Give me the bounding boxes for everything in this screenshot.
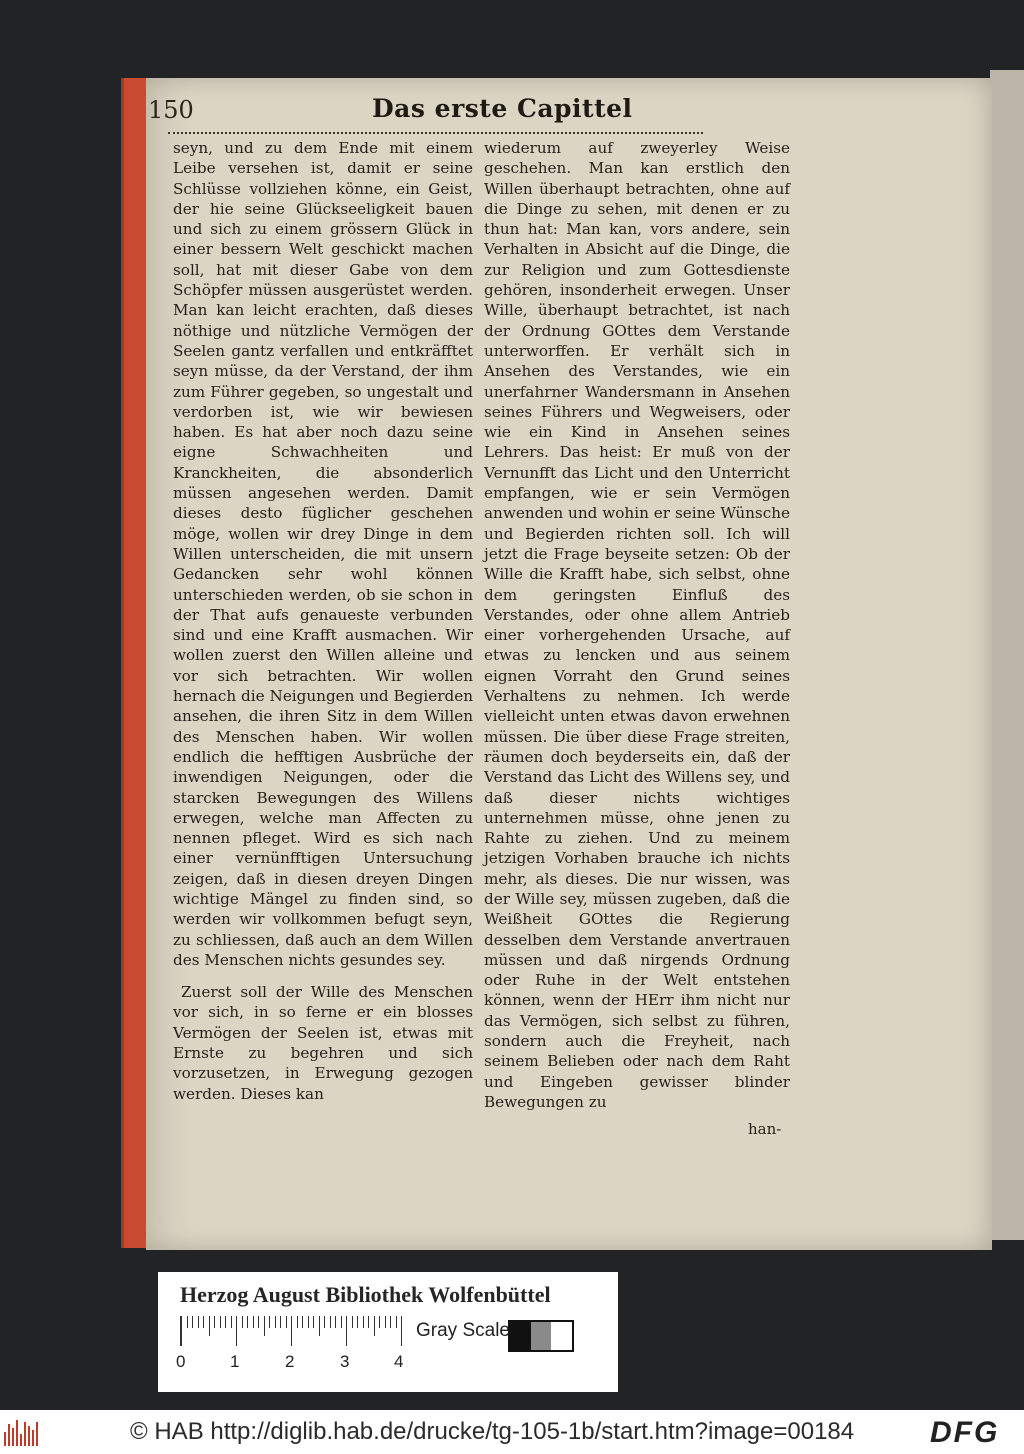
gray-swatch-segment: [510, 1322, 531, 1350]
ruler-tick: [286, 1316, 287, 1328]
ruler-number-2: 2: [285, 1352, 295, 1371]
right-paragraph-1: wiederum auf zweyerley Weise geschehen. Man kan erstlich den Willen überhaupt betrachten, ohne auf die Dinge zu sehen, mit denen er zu thun hat: Man kan, vors andere, sein Verhalten in Absicht auf die Dinge, die zur Religion und zum Gottesdienste gehören, insonderheit erwegen. Unser Wille, überhaupt betrachtet, ist nach der Ordnung GOttes dem Verstande unterworffen. Er verhält sich in Ansehen des Verstandes, wie ein unerfahrner Wandersmann in Ansehen seines Führers und Wegweisers, oder wie ein Kind in Ansehen seines Lehrers. Das heist: Er muß von der Vernunfft das Licht und den Unterricht empfangen, wie er sein Vermögen anwenden und wohin er seine Wünsche und Begierden richten soll. Ich will jetzt die Frage beyseite setzen: Ob der Wille die Krafft habe, sich selbst, ohne dem geringsten Einfluß des Verstandes, oder ohne allem Antrieb einer vorhergehenden Ursache, auf etwas zu lencken und aus seinem eignen Vorraht den Grund seines Verhaltens zu nehmen. Ich werde vielleicht unten etwas davon erwehnen müssen. Die über diese Frage streiten, räumen doch beyderseits ein, daß der Verstand das Licht des Willens sey, und daß dieser nichts wichtiges unternehmen müsse, ohne jenen zu Rahte zu ziehen. Und zu meinem jetzigen Vorhaben brauche ich nichts mehr, als dieses. Die nur wissen, was der Wille sey, müssen zugeben, daß die Weißheit GOttes die Regierung desselben dem Verstande anvertrauen müssen und daß nirgends Ordnung oder Ruhe in der Welt entstehen können, wenn der HErr ihm nicht nur das Vermögen, sich selbst zu führen, sondern auch die Freyheit, nach seinem Belieben oder nach dem Raht und Eingeben gewisser blinder Bewegungen zu: [484, 139, 790, 1111]
ruler-tick: [192, 1316, 193, 1328]
ruler-number-0: 0: [176, 1352, 186, 1371]
ruler-tick: [275, 1316, 276, 1328]
page-number: 150: [148, 96, 194, 124]
facing-page-edge: [990, 70, 1024, 1240]
left-paragraph-1: seyn, und zu dem Ende mit einem Leibe versehen ist, damit er seine Schlüsse vollziehen könne, ein Geist, der hie seine Glückseeligkeit bauen und sich zu einem grössern Glück in einer bessern Welt geschickt machen soll, hat mit dieser Gabe von dem Schöpfer müssen ausgerüstet werden. Man kan leicht erachten, daß dieses nöthige und nützliche Vermögen der Seelen gantz verfallen und entkräfftet seyn müsse, da der Verstand, der ihm zum Führer gegeben, so ungestalt und verdorben ist, wie wir bewiesen haben. Es hat aber noch dazu seine eigne Schwachheiten und Kranckheiten, die absonderlich müssen angesehen werden. Damit dieses desto füglicher geschehen möge, wollen wir drey Dinge in dem Willen unterscheiden, die mit unsern Gedancken sehr wohl können unterschieden werden, ob sie schon in der That aufs genaueste verbunden sind und eine Krafft ausmachen. Wir wollen zuerst den Willen alleine und vor sich betrachten. Wir wollen hernach die Neigungen und Begierden ansehen, die ihren Sitz in dem Willen des Menschen haben. Wir wollen endlich die hefftigen Ausbrüche der inwendigen Neigungen, oder die starcken Bewegungen des Willens erwegen, welche man Affecten zu nennen pfleget. Wird es sich nach einer vernünfftigen Untersuchung zeigen, daß in diesen dreyen Dingen wichtige Mängel zu finden sind, so werden wir vollkommen befugt seyn, zu schliessen, daß auch an dem Willen des Menschen nichts gesundes sey.: [173, 139, 473, 969]
ruler-number-1: 1: [230, 1352, 240, 1371]
ruler-tick: [379, 1316, 380, 1328]
ruler-tick: [308, 1316, 309, 1328]
ruler-tick: [363, 1316, 364, 1328]
gray-swatch-segment: [531, 1322, 552, 1350]
gray-scale-label: Gray Scale: [416, 1320, 510, 1341]
ruler-tick: [198, 1316, 199, 1328]
measurement-ruler: [180, 1316, 402, 1346]
ruler-tick: [247, 1316, 248, 1328]
gray-scale-swatch: [508, 1320, 574, 1352]
ruler-tick: [214, 1316, 215, 1328]
ruler-tick: [396, 1316, 397, 1328]
ruler-tick: [209, 1316, 210, 1336]
ruler-tick: [280, 1316, 281, 1328]
header-rule: [168, 132, 703, 134]
ruler-tick: [330, 1316, 331, 1328]
ruler-tick: [236, 1316, 237, 1346]
ruler-tick: [242, 1316, 243, 1328]
ruler-tick: [291, 1316, 292, 1346]
library-name: Herzog August Bibliothek Wolfenbüttel: [180, 1282, 551, 1307]
color-reference-card: [158, 1272, 618, 1392]
ruler-tick: [181, 1316, 182, 1346]
hab-logo-icon: [4, 1418, 40, 1446]
ruler-tick: [374, 1316, 375, 1336]
left-paragraph-2: Zuerst soll der Wille des Menschen vor sich, in so ferne er ein blosses Vermögen der Seelen ist, etwas mit Ernste zu begehren und sich vorzusetzen, in Erwegung gezogen werden. Dieses kan: [173, 983, 473, 1103]
footer-credit-link[interactable]: © HAB http://diglib.hab.de/drucke/tg-105-1b/start.htm?image=00184: [130, 1418, 855, 1445]
ruler-tick: [269, 1316, 270, 1328]
catchword: han-: [748, 1120, 782, 1138]
gray-swatch-segment: [551, 1322, 572, 1350]
footer-bar: [0, 1410, 1024, 1454]
ruler-tick: [313, 1316, 314, 1328]
ruler-tick: [253, 1316, 254, 1328]
ruler-tick: [341, 1316, 342, 1328]
ruler-tick: [203, 1316, 204, 1328]
right-text-column: [484, 138, 790, 1112]
ruler-tick: [352, 1316, 353, 1328]
chapter-title: Das erste Capittel: [372, 94, 633, 123]
ruler-tick: [302, 1316, 303, 1328]
ruler-tick: [385, 1316, 386, 1328]
ruler-scale: [180, 1316, 403, 1346]
ruler-tick: [264, 1316, 265, 1336]
ruler-tick: [319, 1316, 320, 1336]
ruler-tick: [324, 1316, 325, 1328]
ruler-tick: [390, 1316, 391, 1328]
ruler-tick: [187, 1316, 188, 1328]
ruler-tick: [335, 1316, 336, 1328]
ruler-tick: [368, 1316, 369, 1328]
ruler-number-3: 3: [340, 1352, 350, 1371]
dfg-logo: DFG: [930, 1416, 1000, 1449]
ruler-tick: [297, 1316, 298, 1328]
ruler-tick: [258, 1316, 259, 1328]
ruler-tick: [231, 1316, 232, 1328]
ruler-number-4: 4: [394, 1352, 404, 1371]
ruler-tick: [220, 1316, 221, 1328]
running-head: [148, 96, 708, 136]
ruler-tick: [401, 1316, 402, 1346]
ruler-tick: [357, 1316, 358, 1328]
ruler-tick: [225, 1316, 226, 1328]
left-text-column: [173, 138, 473, 1104]
ruler-tick: [346, 1316, 347, 1346]
